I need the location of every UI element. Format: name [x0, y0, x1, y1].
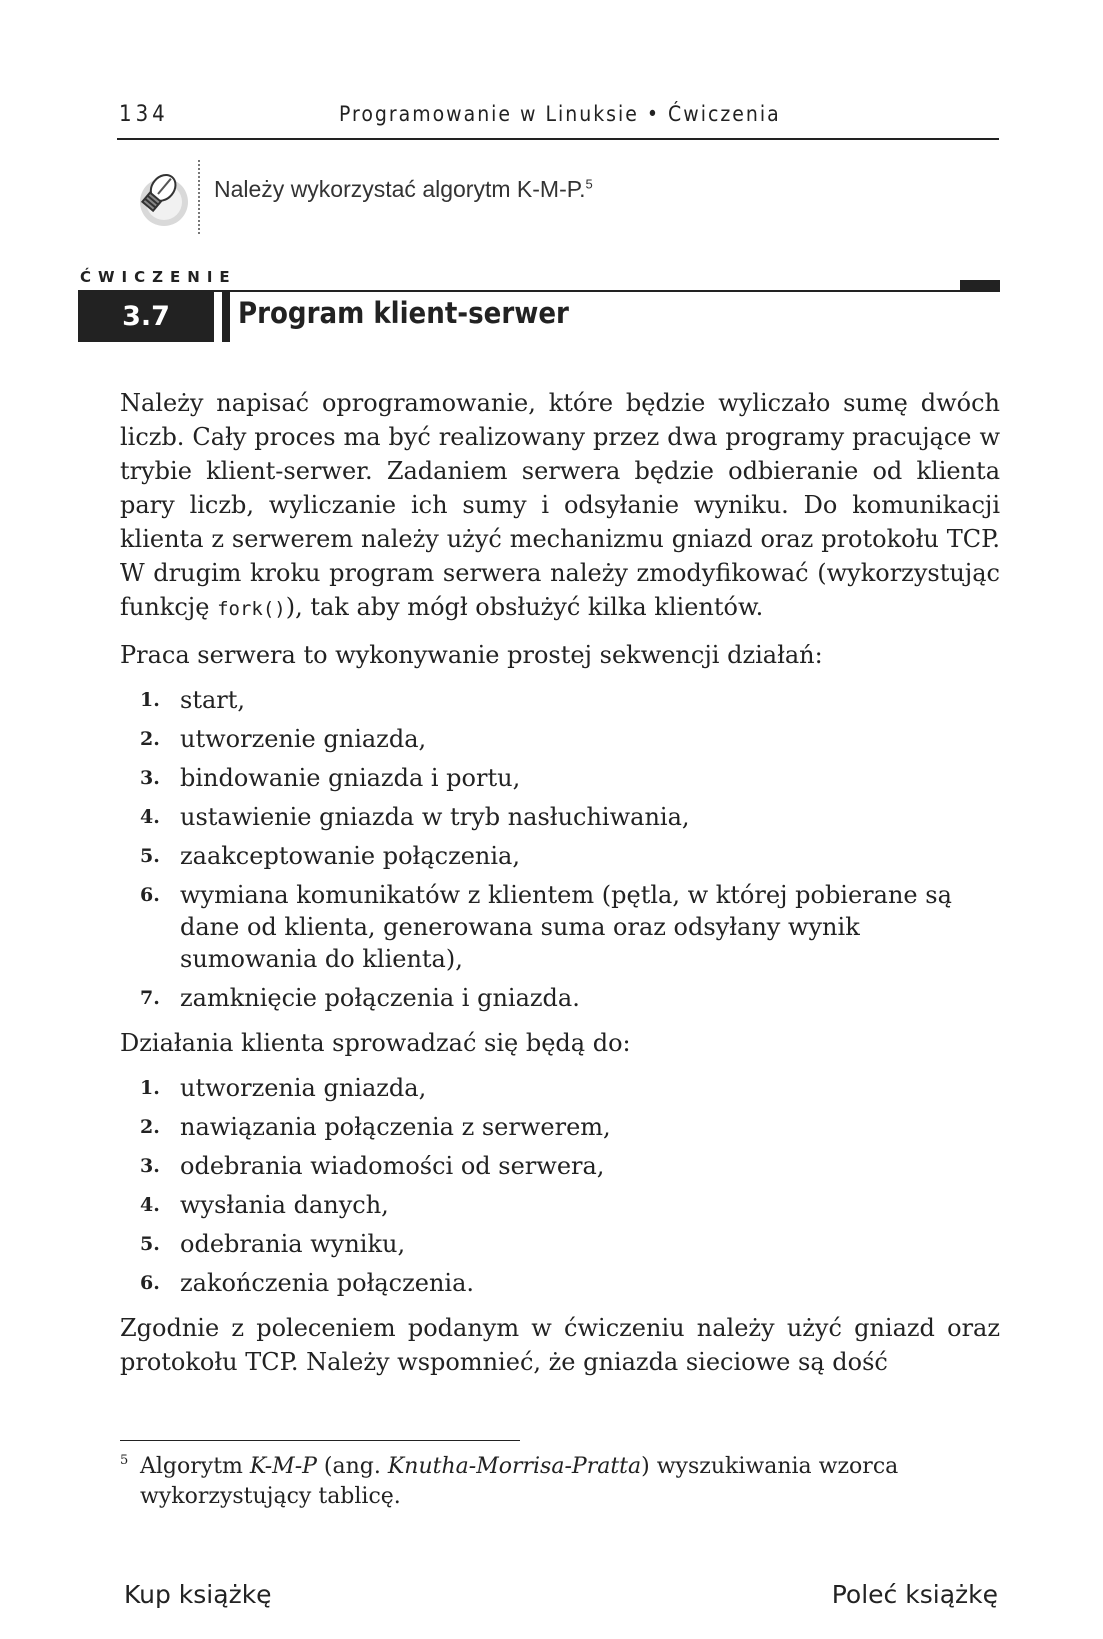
list-item: 1. utworzenia gniazda, [140, 1074, 427, 1102]
note-text: Należy wykorzystać algorytm K-M-P.$^5$ [214, 176, 593, 202]
exercise-number: 3.7 [78, 292, 214, 342]
footnote [120, 1452, 980, 1512]
list-item: 6. wymiana komunikatów z klientem (pętla, w której pobierane są dane od klienta, generowana suma oraz odsyłany wynik sumowania do klienta), [140, 881, 952, 973]
list-item: 5. zaakceptowanie połączenia, [140, 842, 520, 870]
closing-paragraph: Zgodnie z poleceniem podanym w ćwiczeniu należy użyć gniazd oraz protokołu TCP. Należy wspomnieć, że gniazda sieciowe są dość [120, 1314, 1000, 1376]
list-item: 4. ustawienie gniazda w tryb nasłuchiwania, [140, 803, 690, 831]
list-item: 1. start, [140, 686, 246, 714]
tip-note [128, 160, 928, 236]
list-item: 2. nawiązania połączenia z serwerem, [140, 1113, 611, 1141]
list-item: 3. bindowanie gniazda i portu, [140, 764, 521, 792]
client-intro: Działania klienta sprowadzać się będą do: [120, 1029, 631, 1057]
body-text [120, 386, 1000, 1391]
inline-code: fork() [217, 598, 286, 620]
exercise-kicker: ĆWICZENIE [80, 268, 237, 286]
server-steps-list [120, 684, 1000, 1014]
exercise-title: Program klient-serwer [238, 296, 569, 330]
page-header [117, 98, 999, 140]
list-item: 4. wysłania danych, [140, 1191, 389, 1219]
client-steps-list [120, 1072, 1000, 1299]
list-item: 7. zamknięcie połączenia i gniazda. [140, 984, 580, 1012]
list-item: 5. odebrania wyniku, [140, 1230, 406, 1258]
exercise-number-gap [214, 292, 222, 342]
list-item: 2. utworzenie gniazda, [140, 725, 427, 753]
intro-paragraph: Należy napisać oprogramowanie, które będzie wyliczało sumę dwóch liczb. Cały proces ma być realizowany przez dwa programy pracujące w trybie klient-serwer. Zadaniem serwera będzie odbieranie od klienta pary liczb, wyliczanie ich sumy i odsyłanie wyniku. Do komunikacji klienta z serwerem należy użyć mechanizmu gniazd oraz protokołu TCP. W drugim kroku program serwera należy zmodyfikować (wykorzystując funkcję fork()), tak aby mógł obsłużyć kilka klientów. [120, 389, 1000, 621]
footnote-ref[interactable]: 5 [585, 176, 593, 192]
exercise-heading [78, 268, 1000, 348]
exercise-rule-block [960, 280, 1000, 292]
exercise-number-tail [222, 292, 230, 342]
list-item: 6. zakończenia połączenia. [140, 1269, 475, 1297]
footnote-mark: 5 [120, 1453, 129, 1468]
recommend-book-link[interactable]: Poleć książkę [831, 1580, 998, 1609]
list-item: 3. odebrania wiadomości od serwera, [140, 1152, 605, 1180]
footnote-rule [120, 1440, 520, 1441]
buy-book-link[interactable]: Kup książkę [124, 1580, 272, 1609]
note-divider [198, 160, 200, 234]
running-title: Programowanie w Linuksie • Ćwiczenia [339, 102, 781, 126]
page-number: 134 [119, 102, 169, 127]
server-intro: Praca serwera to wykonywanie prostej sekwencji działań: [120, 641, 823, 669]
tip-lightbulb-icon [128, 164, 192, 228]
footnote-text: Algorytm K-M-P (ang. Knutha-Morrisa-Pratta) wyszukiwania wzorca wykorzystujący tablicę. [140, 1454, 899, 1509]
